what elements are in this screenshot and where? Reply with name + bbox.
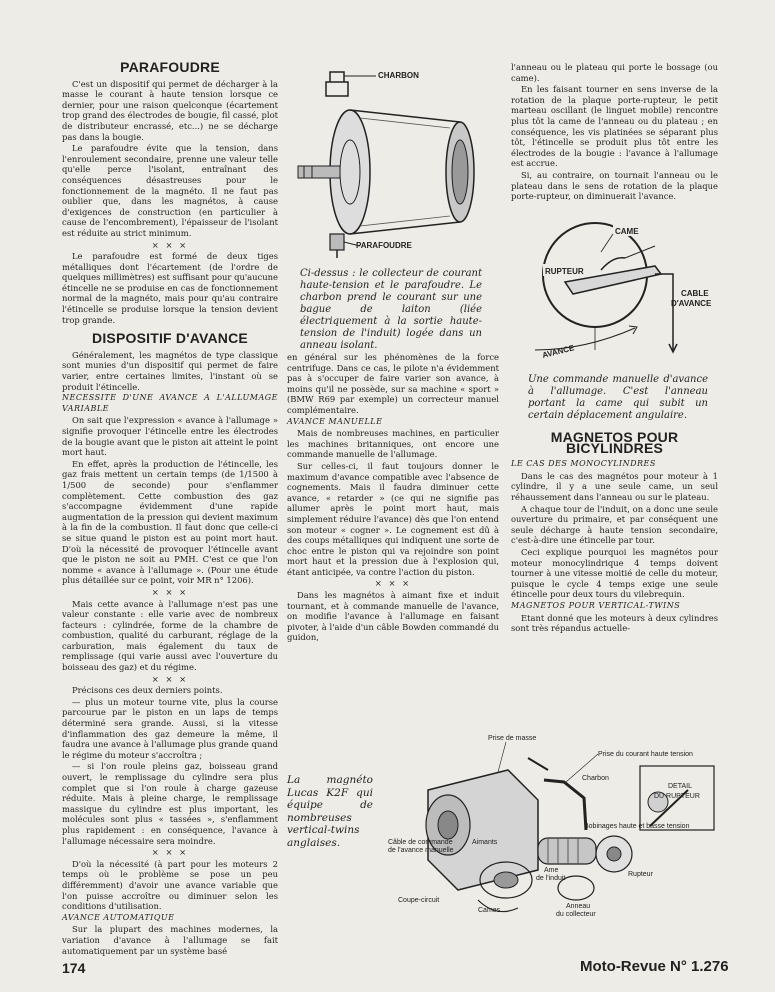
paragraph: en général sur les phénomènes de la force centrifuge. Dans ce cas, le pilote n'a évidemment pas à s'occuper de faire varier son avance, à moins qu'il ne possède, sur sa machine « sport » (BMW R69 par exemple) un correcteur manuel complémentaire. [287,352,499,415]
label-prise-ht: Prise du courant haute tension [598,751,693,758]
label-cable-avance: D'AVANCE [671,299,712,308]
advance-control-diagram [505,200,725,370]
column-3 [511,62,718,203]
subheading: AVANCE AUTOMATIQUE [62,912,175,922]
separator: × × × [374,578,412,589]
paragraph: En effet, après la production de l'étincelle, les gaz frais mettent un certain temps (de 1/1500 à 1/500 de seconde) pour s'enflammer complètement. Cette combustion des gaz s'accompagne évidemment d'une rapide augmentation de la pression qui devient maximum à la fin de la combustion. Il faut donc que celle-ci se situe quand le piston est au point mort haut. D'où la nécessité de provoquer l'étincelle avant que le piston ne soit au PMH. C'est ce que l'on nomme « avance à l'allumage ». (Pour une étude plus détaillée sur ce point, voir MR n° 1206). [62,458,278,586]
column-3-lower [511,429,718,635]
page-number: 174 [62,960,86,976]
paragraph: Précisons ces deux derniers points. [72,685,223,696]
paragraph: C'est un dispositif qui permet de décharger à la masse le courant à haute tension lorsque ce dernier, pour une raison quelconque (écartement trop grand des électrodes de bougie, fil cassé, plot de distributeur encrassé, etc...) ne se décharge pas dans la bougie. [62,78,278,142]
paragraph: — si l'on roule pleins gaz, boisseau grand ouvert, le remplissage du cylindre sera plus complet que si l'on roule à charge gazeuse réduite. Mais à pleine charge, le remplissage massique du cylindre est plus important, les molécules sont plus « tassées », s'enflamment plus rapidement : en conséquence, l'avance à l'allumage nécessaire sera moindre. [62,761,278,846]
label-avance: AVANCE [541,343,576,360]
label-aimants: Aimants [472,839,498,846]
paragraph: Etant donné que les moteurs à deux cylindres sont très répandus actuelle- [511,612,718,634]
paragraph: Ceci explique pourquoi les magnétos pour moteur monocylindrique 4 temps doivent tourner à une vitesse moitié de celle du moteur, puisque le cycle 4 temps exige une seule étincelle pour deux tours du vilebrequin. [511,546,718,600]
heading-dispositif-avance: DISPOSITIF D'AVANCE [92,330,248,347]
separator: × × × [151,239,189,250]
paragraph: Sur la plupart des machines modernes, la variation d'avance à l'allumage se fait automatiquement par un système basé [62,924,278,956]
paragraph: Mais cette avance à l'allumage n'est pas une valeur constante : elle varie avec de nombreux facteurs : cylindrée, forme de la chambre de combustion, qualité du carburant, réglage de la carburation, mais également du taux de remplissage (qui varie aussi avec l'ouverture du boisseau des gaz) et du régime. [62,598,278,673]
label-coupe-circuit: Coupe-circuit [398,897,440,904]
paragraph: Sur celles-ci, il faut toujours donner le maximum d'avance compatible avec l'absence de cognements. Mais il faudra diminuer cette avance, « retarder » (ce qui ne signifie pas allumer après le point mort haut, mais simplement réduire l'avance) dès que l'on entend son moteur « cogner ». Le cognement est dû à des coups métalliques qui indiquent une sorte de choc entre le piston qui va rejoindre son point mort haut et la pression due à l'explosion qui, étant anticipée, va contre l'action du piston. [287,460,499,577]
lucas-magneto-diagram [388,730,733,935]
heading-magnetos-bicylindres: MAGNETOS POUR BICYLINDRES [550,429,679,456]
caption-advance-control: Une commande manuelle d'avance à l'allumage. C'est l'anneau portant la came qui subit un certain déplacement angulaire. [528,374,708,421]
collector-diagram [290,62,500,262]
paragraph: — plus un moteur tourne vite, plus la course parcourue par le piston en un laps de temps déterminé sera grande. Aussi, si la vitesse d'inflammation des gaz demeure la même, il faudra une avance à l'allumage plus grande quand le régime du moteur s'accroîtra ; [62,696,278,760]
label-de-linduit: de l'induit [536,875,566,882]
paragraph: l'anneau ou le plateau qui porte le bossage (ou came). [511,62,718,83]
separator: × × × [151,586,189,597]
heading-parafoudre: PARAFOUDRE [120,59,220,75]
subheading: MAGNETOS POUR VERTICAL-TWINS [511,600,681,610]
column-2 [287,352,499,644]
paragraph: Le parafoudre est formé de deux tiges métalliques dont l'écartement (de l'ordre de quelques millimètres) est suffisant pour qu'aucune étincelle ne se produise en cas de fonctionnement normal de la magnéto, mais pour qu'au contraire l'étincelle se produise lorsque la tension devient trop grande. [62,251,278,325]
label-cames: Cames [478,907,501,914]
paragraph: Dans le cas des magnétos pour moteur à 1 cylindre, il y a une seule came, un seul réhaussement dans l'anneau ou sur le plateau. [511,470,718,502]
column-1 [62,59,278,957]
paragraph: En les faisant tourner en sens inverse de la rotation de la plaque porte-rupteur, le petit marteau oscillant (le linguet mobile) rencontre plus tôt la came de l'anneau ou du plateau ; en conséquence, les vis platinées se séparant plus tôt, l'étincelle se produit plus tôt entre les électrodes de la bougie : l'avance à l'allumage est accrue. [511,84,718,169]
label-charbon: CHARBON [378,71,419,80]
paragraph: Si, au contraire, on tournait l'anneau ou le plateau dans le sens de rotation de la plaque porte-rupteur, on diminuerait l'avance. [511,169,718,202]
paragraph: A chaque tour de l'induit, on a donc une seule ouverture du primaire, et par conséquent une seule décharge à haute tension secondaire, c'est-à-dire une étincelle par tour. [511,503,718,546]
subheading: LE CAS DES MONOCYLINDRES [511,459,656,469]
label-charbon: Charbon [582,775,609,782]
subheading: AVANCE MANUELLE [287,416,383,426]
subheading: NECESSITE D'UNE AVANCE A L'ALLUMAGE VARIABLE [62,393,278,413]
paragraph: On sait que l'expression « avance à l'allumage » signifie provoquer l'étincelle entre les électrodes de la bougie avant que le piston ait atteint le point mort haut. [62,415,278,458]
paragraph: Généralement, les magnétos de type classique sont munies d'un dispositif qui permet de faire varier, entre certaines limites, l'instant où se produit l'étincelle. [62,349,278,392]
label-parafoudre: PARAFOUDRE [356,241,412,250]
label-bobinages: Bobinages haute et basse tension [584,823,690,830]
magazine-issue: Moto-Revue N° 1.276 [580,958,729,975]
label-du-collecteur: du collecteur [556,911,596,918]
separator: × × × [151,673,189,684]
label-avance-manuelle: de l'avance manuelle [388,847,454,854]
caption-lucas-k2f: La magnéto Lucas K2F qui équipe de nombreuses vertical-twins anglaises. [287,774,373,849]
label-du-rupteur: DU RUPTEUR [654,793,700,800]
label-came: CAME [615,227,639,236]
paragraph: Dans les magnétos à aimant fixe et induit tournant, et à commande manuelle de l'avance, on modifie l'avance à l'allumage en faisant pivoter, à l'aide d'un câble Bowden commandé du guidon, [287,590,499,643]
caption-collector: Ci-dessus : le collecteur de courant haute-tension et le parafoudre. Le charbon prend le courant sur une bague de laiton (liée électriquement à la sortie haute-tension de l'induit) logée dans un anneau isolant. [300,268,482,351]
label-rupteur: RUPTEUR [545,267,584,276]
label-ame: Ame [544,867,559,874]
paragraph: D'où la nécessité (à part pour les moteurs 2 temps où le problème se pose un peu différemment) d'avoir une avance variable que l'on puisse accroître ou diminuer selon les conditions d'utilisation. [62,858,278,912]
label-prise-masse: Prise de masse [488,735,537,742]
label-cable-commande: Câble de commande [388,839,453,846]
label-anneau: Anneau [566,903,591,910]
label-rupteur: Rupteur [628,871,653,878]
label-cable: CABLE [681,289,709,298]
paragraph: Le parafoudre évite que la tension, dans l'enroulement secondaire, prenne une valeur telle qu'elle perce l'isolant, entraînant des conséquences désastreuses pour le fonctionnement de la magnéto. Il ne faut pas oublier que, dans les magnétos, à cause d'exigences de construction (en particulier à cause de l'encombrement), l'épaisseur de l'isolant est réduite au strict minimum. [62,143,278,238]
separator: × × × [151,847,189,858]
label-detail: DETAIL [668,783,692,790]
paragraph: Mais de nombreuses machines, en particulier les machines britanniques, ont encore une commande manuelle de l'allumage. [287,428,499,460]
